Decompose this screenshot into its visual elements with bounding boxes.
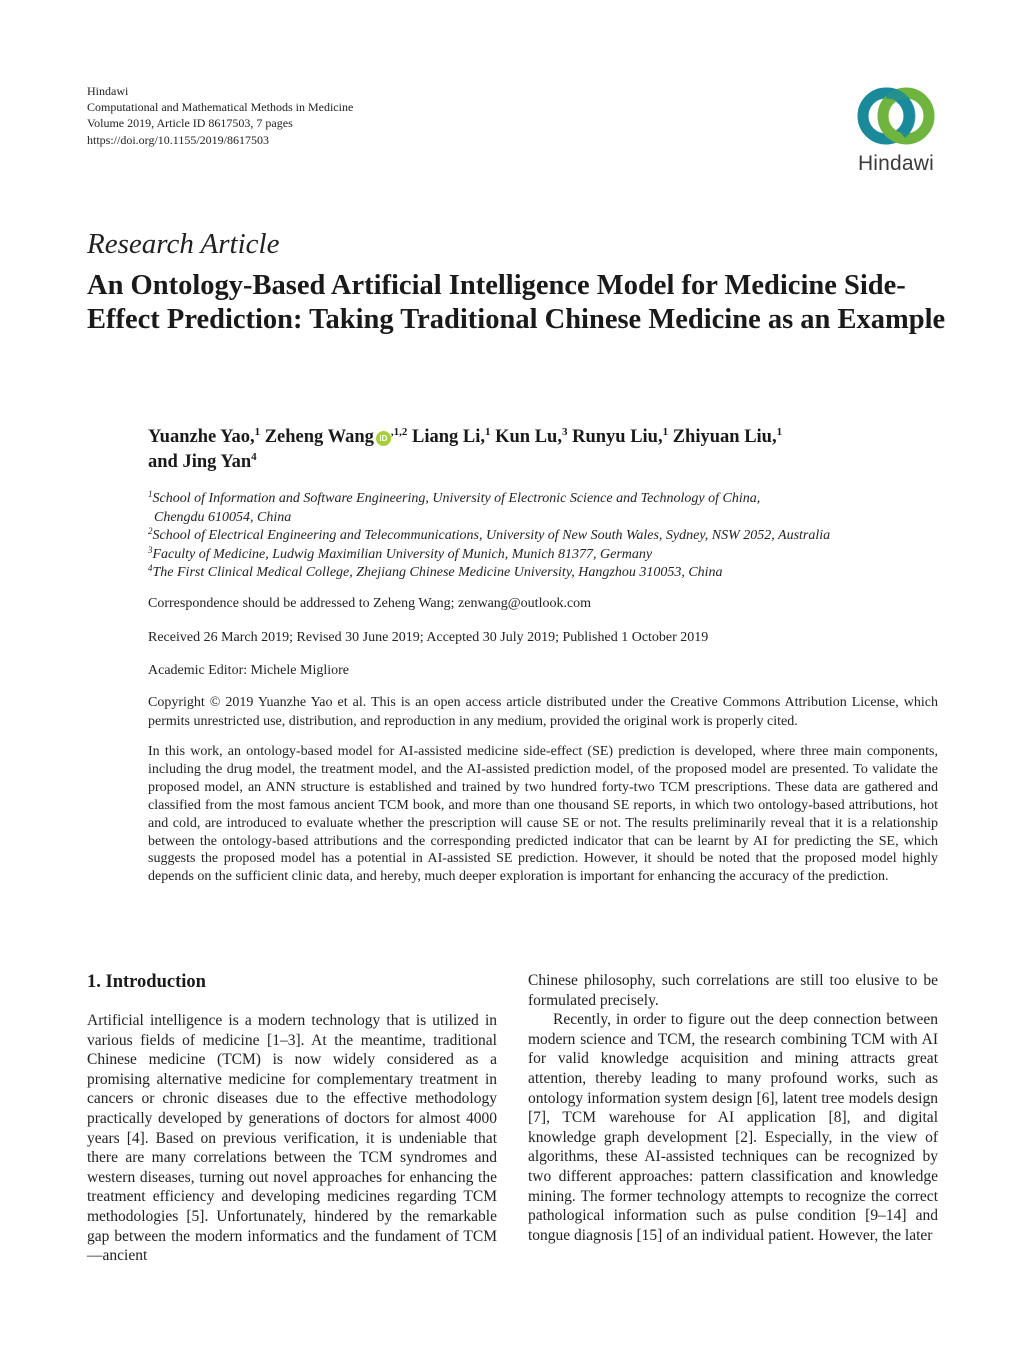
affiliation-item-cont: Chengdu 610054, China — [154, 509, 292, 525]
author-name: and Jing Yan — [148, 452, 252, 472]
author-name: Zhiyuan Liu, — [672, 427, 777, 447]
author-affil-sup: ,1,2 — [390, 426, 408, 438]
affiliation-item: $^3$Faculty of Medicine, Ludwig Maximilian University of Munich, Munich 81377, Germany — [148, 544, 653, 562]
publication-dates: Received 26 March 2019; Revised 30 June 2019; Accepted 30 July 2019; Published 1 October 2019 — [148, 630, 709, 645]
author-affil-sup: 3 — [561, 426, 568, 438]
journal-meta — [87, 83, 353, 148]
affiliation-item: $^1$School of Information and Software Engineering, University of Electronic Science and Technology of China, — [148, 489, 761, 506]
author-name: Liang Li, — [411, 427, 485, 447]
abstract: In this work, an ontology-based model for AI-assisted medicine side-effect (SE) prediction is developed, where three main components, including the drug model, the treatment model, and the AI-assisted prediction model, of the proposed model are presented. To validate the proposed model, an ANN structure is established and trained by two hundred forty-two TCM prescriptions. These data are gathered and classified from the most famous ancient TCM book, and more than one thousand SE reports, in which two ontology-based attributions, hot and cold, are introduced to evaluate whether the prescription will cause SE or not. The results preliminarily reveal that it is a relationship between the ontology-based attributions and the corresponding predicted indicator that can be learnt by AI for predicting the SE, which suggests the proposed model has a potential in AI-assisted SE prediction. However, it should be noted that the proposed model highly depends on the sufficient clinic data, and hereby, much deeper exploration is important for enhancing the accuracy of the prediction. — [148, 744, 938, 885]
intro-paragraph: Artificial intelligence is a modern technology that is utilized in various fields of medicine [1–3]. At the meantime, traditional Chinese medicine (TCM) is now widely considered as a promising alternative medicine for complementary treatment in cancers or chronic diseases due to the effective methodology practically developed by generations of doctors for almost 4000 years [4]. Based on previous verification, it is undeniable that there are many correlations between the TCM syndromes and western diseases, turning out novel approaches for enhancing the treatment efficiency and developing medicines regarding TCM methodologies [5]. Unfortunately, hindered by the remarkable gap between the modern informatics and the fundament of TCM—ancient — [87, 1012, 497, 1265]
article-title: An Ontology-Based Artificial Intelligence Model for Medicine Side-Effect Prediction: Taking Traditional Chinese Medicine as an Example — [87, 270, 946, 335]
affiliation-item: $^4$The First Clinical Medical College, Zhejiang Chinese Medicine University, Hangzhou 310053, China — [148, 563, 723, 581]
section-heading: 1. Introduction — [87, 972, 206, 992]
doi-link[interactable]: https://doi.org/10.1155/2019/8617503 — [87, 132, 270, 147]
author-list — [148, 425, 928, 475]
intro-right-column — [528, 971, 938, 1245]
hindawi-logo-text: Hindawi — [857, 152, 935, 175]
author-affil-sup: 1 — [484, 426, 491, 438]
article-type: Research Article — [87, 228, 280, 260]
academic-editor: Academic Editor: Michele Migliore — [148, 663, 349, 678]
author-affil-sup: 1 — [662, 426, 669, 438]
intro-paragraph: Recently, in order to figure out the deep connection between modern science and TCM, the research combining TCM with AI for valid knowledge acquisition and mining attracts great attention, thereby leading to many profound works, such as ontology information system design [6], latent tree models design [7], TCM warehouse for AI application [8], and digital knowledge graph development [2]. Especially, in the view of algorithms, these AI-assisted techniques can be recognized by two different approaches: pattern classification and knowledge mining. The former technology attempts to recognize the correct pathological information such as pulse condition [9–14] and tongue diagnosis [15] of an individual patient. However, the later — [528, 1011, 938, 1244]
publisher-name: Hindawi — [87, 84, 129, 98]
author-affil-sup: 1 — [776, 426, 783, 438]
copyright-notice: Copyright © 2019 Yuanzhe Yao et al. This is an open access article distributed under the Creative Commons Attribution License, which permits unrestricted use, distribution, and reproduction in any medium, provided the original work is properly cited. — [148, 695, 938, 729]
affiliation-item: $^2$School of Electrical Engineering and Telecommunications, University of New South Wales, Sydney, NSW 2052, Australia — [148, 526, 831, 544]
intro-paragraph: Chinese philosophy, such correlations are still too elusive to be formulated precisely. — [528, 972, 938, 1009]
author-name: Runyu Liu, — [572, 427, 663, 447]
affiliations — [148, 490, 948, 583]
author-name: Yuanzhe Yao, — [148, 427, 255, 447]
author-name: Kun Lu, — [495, 427, 562, 447]
intro-left-column — [87, 1011, 497, 1266]
orcid-icon[interactable]: iD — [376, 431, 391, 446]
author-affil-sup: 4 — [251, 451, 257, 463]
author-name: Zeheng Wang — [264, 427, 374, 447]
journal-name: Computational and Mathematical Methods in Medicine — [87, 100, 354, 115]
author-affil-sup: 1 — [254, 426, 261, 438]
volume-info: Volume 2019, Article ID 8617503, 7 pages — [87, 116, 293, 131]
correspondence: Correspondence should be addressed to Zeheng Wang; zenwang@outlook.com — [148, 596, 592, 611]
